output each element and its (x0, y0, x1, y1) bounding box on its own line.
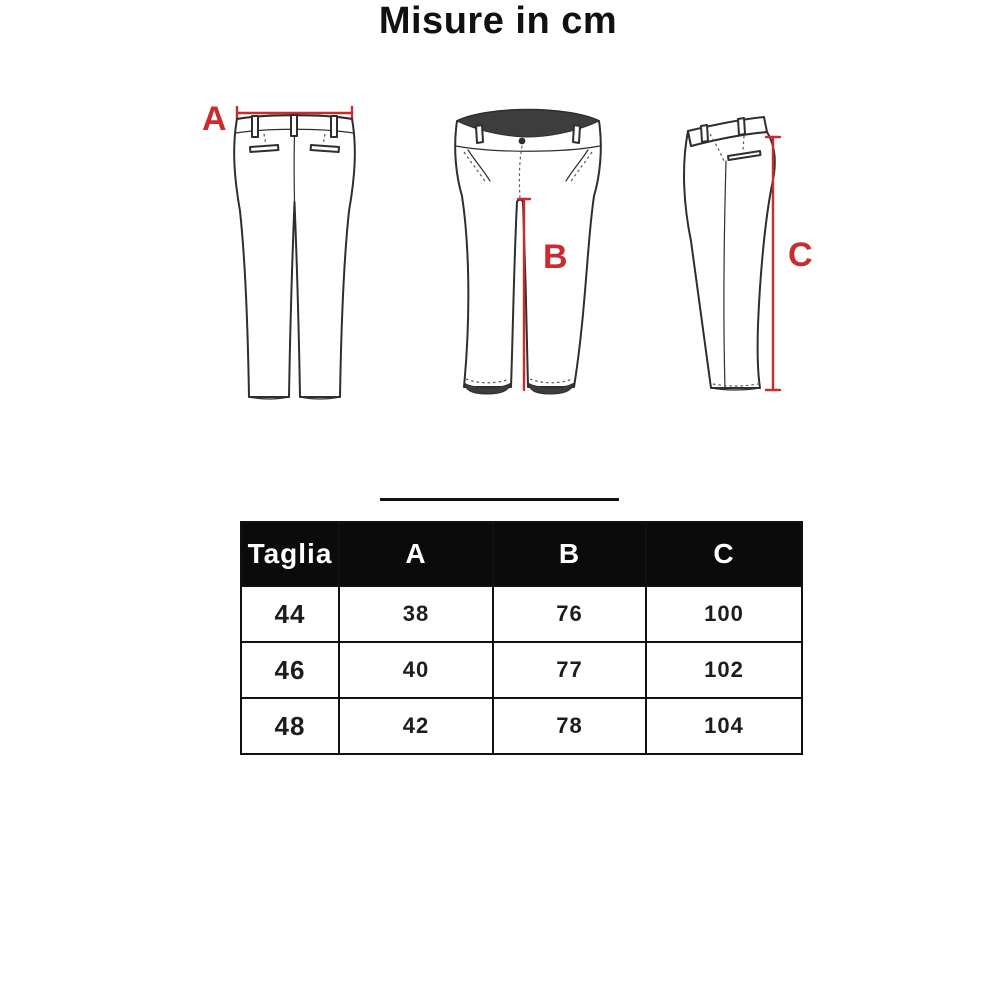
measure-label-b: B (543, 238, 569, 276)
cell-c-46: 102 (646, 642, 802, 698)
size-row-44 (241, 586, 802, 642)
size-table (240, 521, 803, 755)
header-a: A (339, 522, 493, 586)
header-b: B (493, 522, 646, 586)
cell-a-48: 42 (339, 698, 493, 754)
cell-taglia-46: 46 (241, 642, 339, 698)
header-c: C (646, 522, 802, 586)
cell-taglia-44: 44 (241, 586, 339, 642)
size-row-48 (241, 698, 802, 754)
pants-front-view-drawing (448, 100, 608, 400)
size-row-46 (241, 642, 802, 698)
front-button (519, 138, 526, 145)
cell-b-46: 77 (493, 642, 646, 698)
size-table-header-row (241, 522, 802, 586)
measure-label-c: C (788, 236, 814, 274)
cell-c-44: 100 (646, 586, 802, 642)
cell-a-44: 38 (339, 586, 493, 642)
header-taglia: Taglia (241, 522, 339, 586)
side-silhouette (684, 131, 775, 388)
title-underline (380, 498, 619, 501)
cell-a-46: 40 (339, 642, 493, 698)
cell-c-48: 104 (646, 698, 802, 754)
cell-taglia-48: 48 (241, 698, 339, 754)
cell-b-44: 76 (493, 586, 646, 642)
size-chart-title: Misure in cm (378, 0, 618, 42)
cell-b-48: 78 (493, 698, 646, 754)
pants-back-view-drawing (210, 95, 380, 410)
measure-label-a: A (202, 100, 228, 138)
